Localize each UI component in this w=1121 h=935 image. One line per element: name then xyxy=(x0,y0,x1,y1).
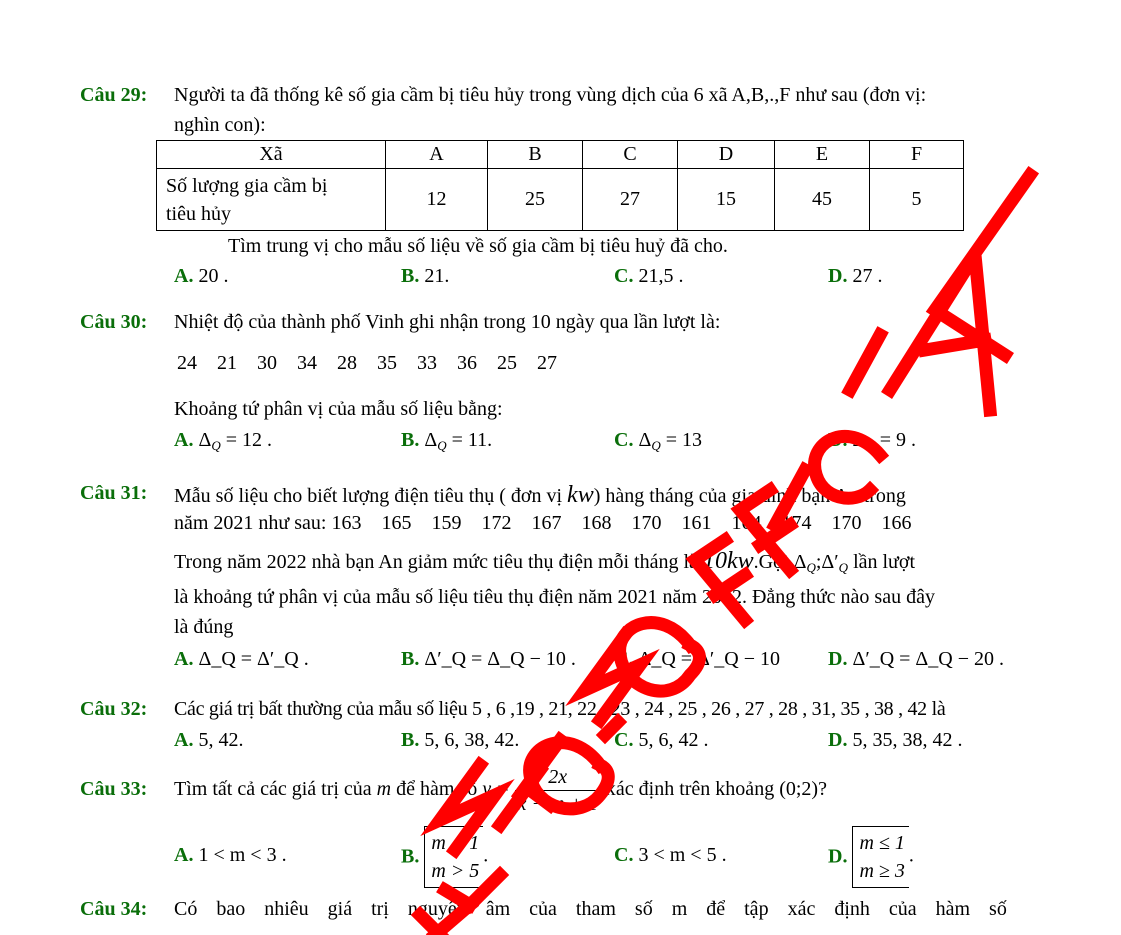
option-a xyxy=(174,844,287,867)
option-b xyxy=(401,729,519,752)
option-text: Δ_Q = Δ′_Q − 10 xyxy=(638,648,780,670)
condition-line: m ≥ 3 xyxy=(859,860,905,882)
option-label: D. xyxy=(828,729,848,751)
question-29-label: Câu 29: xyxy=(80,84,148,106)
option-label: B. xyxy=(401,265,420,287)
question-29-text: Người ta đã thống kê số gia cầm bị tiêu hủy trong vùng dịch của 6 xã A,B,.,F như sau (đơn vị: xyxy=(174,84,927,106)
option-text: 27 . xyxy=(852,265,883,287)
numerator: 2x xyxy=(515,764,601,791)
option-text: = 9 . xyxy=(874,429,916,451)
question-34-text: Có bao nhiêu giá trị nguyên âm của tham số m để tập xác định của hàm số xyxy=(174,898,1007,920)
option-label: A. xyxy=(174,729,194,751)
option-b xyxy=(401,648,576,671)
option-text: = 11. xyxy=(446,429,493,451)
option-text: 1 < m < 3 . xyxy=(198,844,287,866)
question-33-text xyxy=(174,764,827,817)
option-label: A. xyxy=(174,265,194,287)
condition-line: m > 5 xyxy=(431,860,480,882)
system-bracket xyxy=(852,826,908,888)
question-30-label: Câu 30: xyxy=(80,311,148,333)
table-header-cell: C xyxy=(583,141,678,169)
question-31-text-3: Trong năm 2022 nhà bạn An giảm mức tiêu thụ điện mỗi tháng là 10kw.Gọi $\Delta_Q;\Delta'_Q$ lần lượt xyxy=(174,548,916,575)
table-header-cell: E xyxy=(775,141,870,169)
option-text: 21. xyxy=(424,265,450,287)
option-text: 21,5 . xyxy=(638,265,684,287)
text-part: Tìm tất cả các giá trị của xyxy=(174,778,377,801)
table-header-cell: D xyxy=(678,141,775,169)
option-text: Δ′_Q = Δ_Q − 10 . xyxy=(424,648,576,670)
text-part: xác định trên khoảng xyxy=(600,778,780,801)
option-d xyxy=(828,648,1004,671)
option-label: C. xyxy=(614,429,634,451)
variable: m xyxy=(376,778,392,801)
option-text: = 12 . xyxy=(220,429,272,451)
question-33-label: Câu 33: xyxy=(80,778,148,800)
interval: (0;2)? xyxy=(779,778,827,801)
system-bracket xyxy=(424,826,483,888)
fraction xyxy=(515,764,601,817)
option-label: D. xyxy=(828,648,848,670)
subscript: Q xyxy=(651,438,661,453)
row-label-line: tiêu hủy xyxy=(166,202,231,225)
option-text: 20 . xyxy=(198,265,229,287)
option-tail: . xyxy=(483,844,489,867)
option-label: C. xyxy=(614,729,634,751)
table-cell: 12 xyxy=(386,169,488,231)
option-text: 3 < m < 5 . xyxy=(638,844,727,866)
option-a xyxy=(174,429,272,454)
option-c xyxy=(614,844,727,867)
option-b xyxy=(401,265,449,288)
option-label: A. xyxy=(174,429,194,451)
text-part: Trong năm 2022 nhà bạn An giảm mức tiêu thụ điện mỗi tháng là xyxy=(174,551,703,573)
text-part: ) hàng tháng của gia đình bạn An trong xyxy=(593,485,906,507)
table-header-cell: A xyxy=(386,141,488,169)
option-label: C. xyxy=(614,265,634,287)
option-c xyxy=(614,429,702,454)
reduction-value: 10kw xyxy=(702,548,754,574)
option-d xyxy=(828,429,916,454)
option-tail: . xyxy=(908,844,914,867)
option-a xyxy=(174,265,228,288)
table-header-cell: B xyxy=(488,141,583,169)
option-label: B. xyxy=(401,648,420,670)
option-label: A. xyxy=(174,648,194,670)
option-a xyxy=(174,729,243,752)
option-c xyxy=(614,648,780,671)
table-cell: 15 xyxy=(678,169,775,231)
table-cell: 27 xyxy=(583,169,678,231)
option-text: 5, 42. xyxy=(198,729,244,751)
option-text: 5, 35, 38, 42 . xyxy=(852,729,963,751)
question-31-data: năm 2021 như sau: 163 165 159 172 167 168 170 161 164 174 170 166 xyxy=(174,512,912,534)
text-part: ;Δ′ xyxy=(815,551,839,573)
question-31-text-4: là khoảng tứ phân vị của mẫu số liệu tiêu thụ điện năm 2021 năm 2022. Đẳng thức nào sau đây xyxy=(174,586,935,608)
option-c xyxy=(614,729,708,752)
row-label-line: Số lượng gia cầm bị xyxy=(166,174,328,197)
delta-symbol: Δ xyxy=(198,429,212,451)
delta-symbol: Δ xyxy=(852,429,866,451)
unit: kw xyxy=(567,482,594,508)
poultry-table xyxy=(156,140,964,231)
subscript: Q xyxy=(211,438,221,453)
subscript: Q xyxy=(437,438,447,453)
text-part: để hàm số xyxy=(391,778,483,801)
option-label: C. xyxy=(614,648,634,670)
option-text: Δ_Q = Δ′_Q . xyxy=(198,648,309,670)
text-part: lần lượt xyxy=(848,551,916,573)
option-a xyxy=(174,648,309,671)
option-label: A. xyxy=(174,844,194,866)
question-29-prompt: Tìm trung vị cho mẫu số liệu về số gia cầm bị tiêu huỷ đã cho. xyxy=(228,235,728,257)
option-label: D. xyxy=(828,429,848,451)
option-d xyxy=(828,729,962,752)
text-part: .Gọi Δ xyxy=(753,551,807,573)
option-label: B. xyxy=(401,429,420,451)
table-cell: 25 xyxy=(488,169,583,231)
question-31-label: Câu 31: xyxy=(80,482,148,504)
condition-line: m ≤ 1 xyxy=(859,832,905,854)
table-row-label xyxy=(157,169,386,231)
delta-symbol: Δ xyxy=(424,429,438,451)
option-label: D. xyxy=(828,845,848,868)
question-31-text xyxy=(174,482,906,509)
delta-symbol: Δ xyxy=(638,429,652,451)
function-name: y = xyxy=(482,778,510,801)
option-text: 5, 6, 42 . xyxy=(638,729,709,751)
temperature-data: 24 21 30 34 28 35 33 36 25 27 xyxy=(177,352,557,374)
option-text: 5, 6, 38, 42. xyxy=(424,729,520,751)
question-34-label: Câu 34: xyxy=(80,898,148,920)
text-part: Mẫu số liệu cho biết lượng điện tiêu thụ ( đơn vị xyxy=(174,485,568,507)
question-32-text: Các giá trị bất thường của mẫu số liệu 5 , 6 ,19 , 21, 22 , 23 , 24 , 25 , 26 , 27 , 28 , 31, 35 , 38 , 42 là xyxy=(174,698,946,720)
table-cell: 45 xyxy=(775,169,870,231)
question-30-text: Nhiệt độ của thành phố Vinh ghi nhận trong 10 ngày qua lần lượt là: xyxy=(174,311,721,333)
option-label: C. xyxy=(614,844,634,866)
denominator: x − m + 1 xyxy=(517,793,598,815)
option-label: B. xyxy=(401,729,420,751)
question-32-label: Câu 32: xyxy=(80,698,148,720)
table-cell: 5 xyxy=(870,169,964,231)
condition-line: m < 1 xyxy=(431,832,480,854)
option-label: D. xyxy=(828,265,848,287)
option-text: = 13 xyxy=(660,429,702,451)
question-30-prompt: Khoảng tứ phân vị của mẫu số liệu bằng: xyxy=(174,398,503,420)
option-d xyxy=(828,826,914,888)
table-header-cell: Xã xyxy=(157,141,386,169)
option-label: B. xyxy=(401,845,420,868)
option-b xyxy=(401,429,492,454)
option-text: Δ′_Q = Δ_Q − 20 . xyxy=(852,648,1004,670)
subscript: Q xyxy=(865,438,875,453)
table-header-cell: F xyxy=(870,141,964,169)
option-c xyxy=(614,265,683,288)
option-b xyxy=(401,826,488,888)
option-d xyxy=(828,265,882,288)
question-29-text-cont: nghìn con): xyxy=(174,114,266,136)
question-31-text-5: là đúng xyxy=(174,616,234,638)
